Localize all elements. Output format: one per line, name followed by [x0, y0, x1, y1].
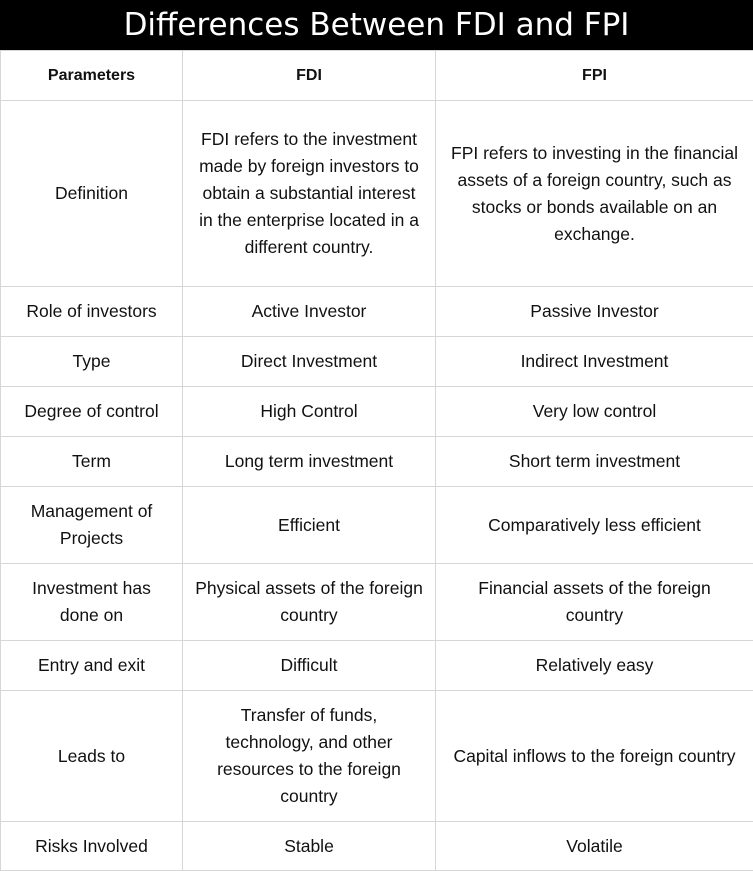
parameter-cell: Leads to: [1, 691, 183, 822]
fpi-cell: Volatile: [436, 822, 753, 871]
fdi-cell: Direct Investment: [183, 337, 436, 387]
table-row: [1, 691, 753, 822]
parameter-cell: Definition: [1, 101, 183, 287]
fpi-cell: Passive Investor: [436, 287, 753, 337]
parameter-cell: Role of investors: [1, 287, 183, 337]
fpi-cell: Capital inflows to the foreign country: [436, 691, 753, 822]
table-row: [1, 337, 753, 387]
table-row: [1, 387, 753, 437]
table-row: [1, 641, 753, 691]
page-title: Differences Between FDI and FPI: [123, 7, 630, 43]
table-row: [1, 487, 753, 564]
fpi-cell: Relatively easy: [436, 641, 753, 691]
header-parameters: Parameters: [1, 51, 183, 101]
table-header-row: [1, 51, 753, 101]
header-fpi: FPI: [436, 51, 753, 101]
header-fdi: FDI: [183, 51, 436, 101]
table-row: [1, 287, 753, 337]
parameter-cell: Type: [1, 337, 183, 387]
parameter-cell: Entry and exit: [1, 641, 183, 691]
fdi-cell: Transfer of funds, technology, and other resources to the foreign country: [183, 691, 436, 822]
fpi-cell: Short term investment: [436, 437, 753, 487]
fdi-cell: FDI refers to the investment made by foreign investors to obtain a substantial interest in the enterprise located in a different country.: [183, 101, 436, 287]
fdi-cell: Difficult: [183, 641, 436, 691]
fpi-cell: FPI refers to investing in the financial assets of a foreign country, such as stocks or bonds available on an exchange.: [436, 101, 753, 287]
table-row: [1, 101, 753, 287]
fdi-cell: Active Investor: [183, 287, 436, 337]
table-row: [1, 822, 753, 871]
fdi-cell: Long term investment: [183, 437, 436, 487]
fpi-cell: Very low control: [436, 387, 753, 437]
parameter-cell: Risks Involved: [1, 822, 183, 871]
comparison-table: [0, 50, 753, 871]
table-row: [1, 437, 753, 487]
fdi-cell: High Control: [183, 387, 436, 437]
fdi-cell: Physical assets of the foreign country: [183, 564, 436, 641]
parameter-cell: Investment has done on: [1, 564, 183, 641]
title-bar: [0, 0, 753, 50]
parameter-cell: Degree of control: [1, 387, 183, 437]
parameter-cell: Management of Projects: [1, 487, 183, 564]
table-row: [1, 564, 753, 641]
fdi-cell: Stable: [183, 822, 436, 871]
fpi-cell: Comparatively less efficient: [436, 487, 753, 564]
fpi-cell: Financial assets of the foreign country: [436, 564, 753, 641]
fpi-cell: Indirect Investment: [436, 337, 753, 387]
parameter-cell: Term: [1, 437, 183, 487]
fdi-cell: Efficient: [183, 487, 436, 564]
